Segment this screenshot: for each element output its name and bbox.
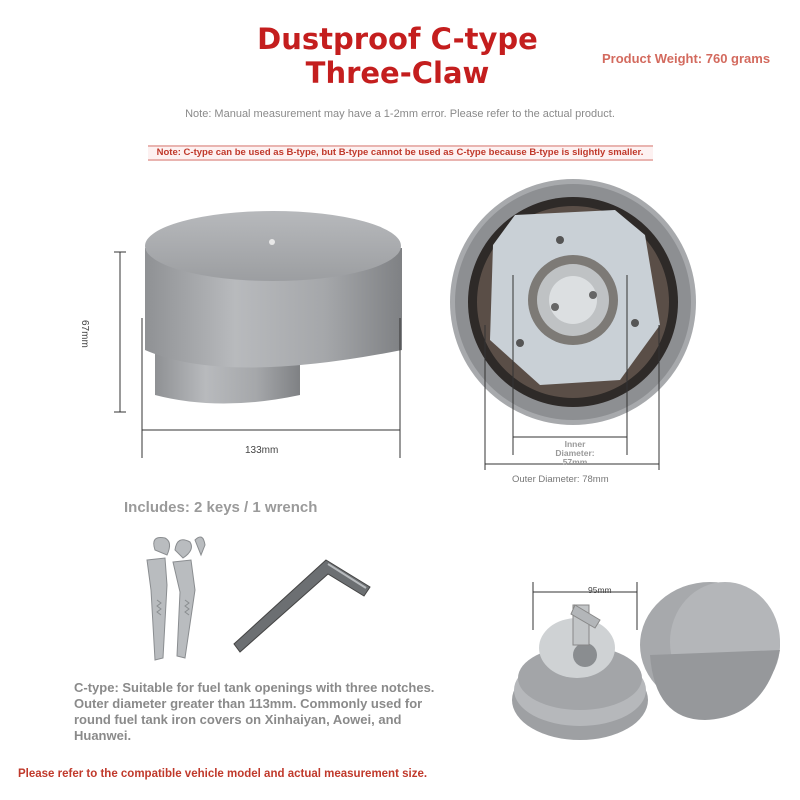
cap-open-view: [505, 570, 795, 760]
keys-image: [125, 530, 225, 665]
outer-diameter-label: Outer Diameter: 78mm: [512, 474, 609, 485]
product-weight: Product Weight: 760 grams: [602, 51, 771, 66]
width-dimension: 133mm: [245, 445, 279, 456]
inner-diameter-label: Inner Diameter: 57mm: [555, 439, 595, 467]
includes-text: Includes: 2 keys / 1 wrench: [124, 499, 318, 516]
footer-note: Please refer to the compatible vehicle model and actual measurement size.: [18, 768, 428, 780]
measurement-note: Note: Manual measurement may have a 1-2mm error. Please refer to the actual product.: [185, 108, 615, 120]
cap-side-view: [100, 200, 420, 480]
cap-bottom-view: [445, 175, 705, 475]
ctype-description: C-type: Suitable for fuel tank openings with three notches. Outer diameter greater than 113mm. Commonly used for round fuel tank iron covers on Xinhaiyan, Aowei, and Huanwei.: [74, 680, 435, 743]
title-line-1: Dustproof C-type: [257, 22, 538, 56]
wrench-image: [228, 552, 378, 662]
open-width-dimension: 95mm: [588, 585, 612, 595]
page-title: [200, 22, 595, 90]
title-line-2: Three-Claw: [305, 56, 490, 90]
height-dimension: 67mm: [79, 320, 90, 348]
compatibility-note: Note: C-type can be used as B-type, but B-type cannot be used as C-type because B-type is slightly smaller.: [156, 147, 644, 158]
